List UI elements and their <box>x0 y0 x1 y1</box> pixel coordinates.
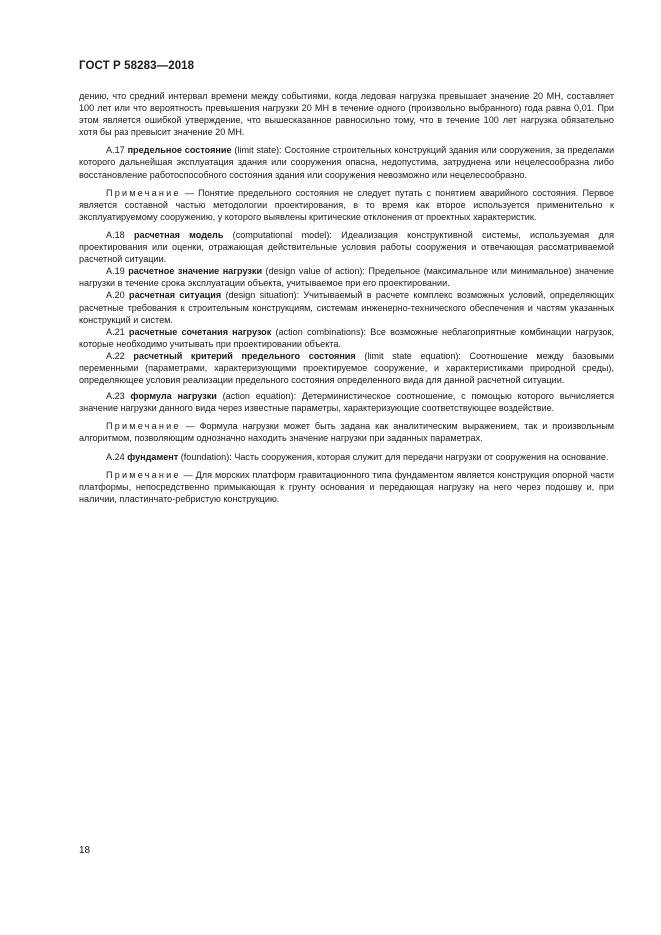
clause-number: А.17 <box>106 145 125 156</box>
definition-text: (design situation): Учитываемый в расчете комплекс возможных условий, определяющих расчетные требования к строительным конструкциям, системам инженерно-технического обеспечения и частям указанных конструкций и систем. <box>79 290 614 325</box>
term-name: расчетное значение нагрузки <box>128 266 263 277</box>
note-text: — Формула нагрузки может быть задана как аналитическим выражением, так и произвольным алгоритмом, позволяющим однозначно находить значение нагрузки при заданных параметрах. <box>79 421 614 444</box>
definition-a17 <box>79 144 614 180</box>
definition-text: (limit state equation): Соотношение между базовыми переменными (параметрами, характеризующими проектируемое сооружение, и характеристиками природной среды), определяющее условия реализации предельного состояния определенного вида для данной расчетной ситуации. <box>79 350 614 386</box>
definition-text: (foundation): Часть сооружения, которая служит для передачи нагрузки от сооружения на основание. <box>178 451 609 462</box>
term-name: расчетная ситуация <box>129 290 222 301</box>
definition-a23 <box>79 390 614 414</box>
definition-a18 <box>79 229 614 265</box>
clause-number: А.21 <box>106 326 125 337</box>
definition-text: (action combinations): Все возможные неблагоприятные комбинации нагрузок, которые необходимо учитывать при проектировании объекта. <box>79 326 615 349</box>
term-name: формула нагрузки <box>130 391 217 402</box>
note-text: — Понятие предельного состояния не следует путать с понятием аварийного состояния. Первое является составной частью методологии проектирования, в то время как второе используется применительно к эксплуатируемому сооружению, у которого выявлены критические отклонения от проектных характеристик. <box>79 187 614 222</box>
definition-a22 <box>79 350 614 386</box>
term-name: расчетный критерий предельного состояния <box>133 350 356 361</box>
clause-number: А.23 <box>106 391 125 402</box>
definition-a21 <box>79 326 614 350</box>
document-body <box>79 90 614 505</box>
clause-number: А.18 <box>106 229 125 240</box>
definition-a24 <box>79 451 614 463</box>
term-name: предельное состояние <box>127 145 232 156</box>
page-number: 18 <box>79 845 91 856</box>
note-label: Примечание <box>106 187 181 198</box>
note-1 <box>79 187 614 223</box>
note-text: — Для морских платформ гравитационного типа фундаментом является конструкция опорной части платформы, непосредственно примыкающая к грунту основания и передающая нагрузку на него через подошву и, при наличии, пластинчато-ребристую конструкцию. <box>79 469 614 504</box>
definition-a19 <box>79 265 614 289</box>
note-2 <box>79 420 614 444</box>
note-label: Примечание <box>106 421 181 432</box>
note-3 <box>79 469 614 505</box>
definition-a20 <box>79 289 614 325</box>
clause-number: А.22 <box>106 350 125 361</box>
clause-number: А.24 <box>106 451 125 462</box>
definition-text: (computational model): Идеализация конструктивной системы, используемая для проектирования или оценки, отражающая действительные условия работы сооружения и отвечающая рассматриваемой расчетной ситуации. <box>79 229 614 265</box>
term-name: расчетные сочетания нагрузок <box>128 326 272 337</box>
term-name: фундамент <box>127 451 179 462</box>
intro-paragraph: дению, что средний интервал времени между событиями, когда ледовая нагрузка превышает значение 20 МН, составляет 100 лет или что вероятность превышения нагрузки 20 МН в течение одного (произвольно выбранного) года равна 0,01. При этом является ошибкой утверждение, что вышесказанное равносильно тому, что в течение 100 лет нагрузка обязательно хотя бы раз превысит значение 20 МН. <box>79 91 614 138</box>
definition-text: (design value of action): Предельное (максимальное или минимальное) значение нагрузки в течение срока эксплуатации объекта, учитываемое при его проектировании. <box>79 266 614 289</box>
note-label: Примечание <box>106 469 181 480</box>
definition-text: (limit state): Состояние строительных конструкций здания или сооружения, за пределами которого дальнейшая эксплуатация здания или сооружения опасна, недопустима, затруднена или нецелесообразна либо восстановление работоспособного состояния здания или сооружения невозможно или нецелесообразно. <box>79 145 615 180</box>
clause-number: А.20 <box>106 290 125 301</box>
term-name: расчетная модель <box>133 229 224 240</box>
standard-header: ГОСТ Р 58283—2018 <box>79 60 195 72</box>
clause-number: А.19 <box>106 266 125 277</box>
definition-text: (action equation): Детерминистическое соотношение, с помощью которого вычисляется значение нагрузки данного вида через известные параметры, характеризующие соответствующее воздействие. <box>79 391 614 414</box>
